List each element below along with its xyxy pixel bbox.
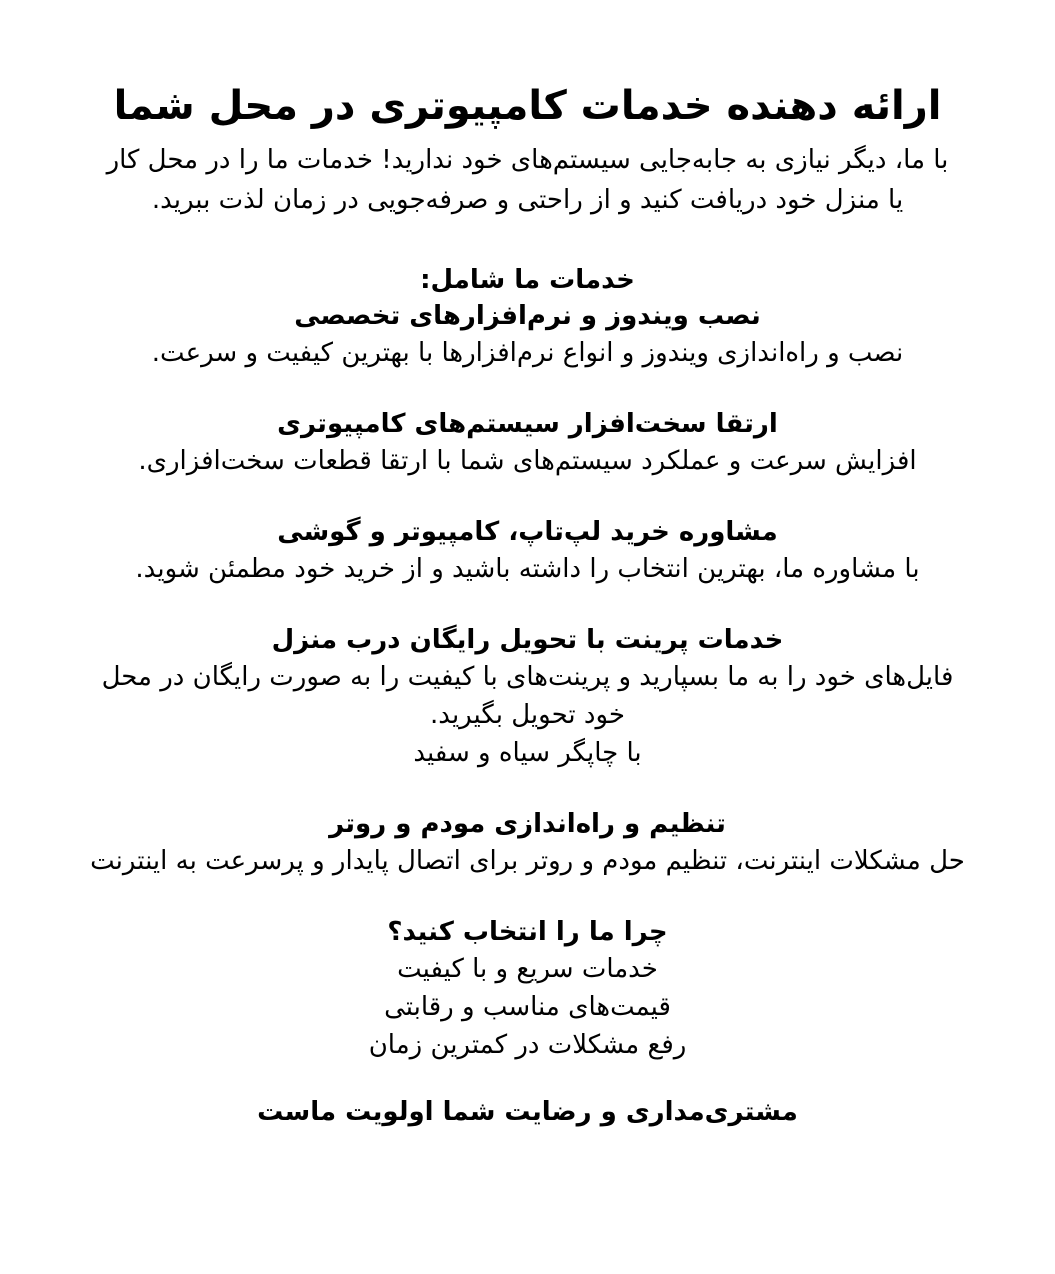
service-heading: خدمات پرینت با تحویل رایگان درب منزل <box>271 625 784 655</box>
service-item-consulting <box>50 514 1005 588</box>
service-item-hardware <box>50 406 1005 480</box>
why-us-heading: چرا ما را انتخاب کنید؟ <box>387 917 668 947</box>
page-title: ارائه دهنده خدمات کامپیوتری در محل شما <box>113 83 942 129</box>
intro-paragraph: با ما، دیگر نیازی به جابه‌جایی سیستم‌های خود ندارید! خدمات ما را در محل کار یا منزل خود دریافت کنید و از راحتی و صرفه‌جویی در زمان لذت ببرید. <box>106 145 949 215</box>
service-description: حل مشکلات اینترنت، تنظیم مودم و روتر برای اتصال پایدار و پرسرعت به اینترنت <box>90 846 965 876</box>
why-us-section <box>50 914 1005 1064</box>
service-heading: تنظیم و راه‌اندازی مودم و روتر <box>329 809 726 839</box>
service-item-windows <box>50 298 1005 372</box>
service-heading: نصب ویندوز و نرم‌افزارهای تخصصی <box>294 301 761 331</box>
footer-slogan: مشتری‌مداری و رضایت شما اولویت ماست <box>257 1097 798 1127</box>
service-item-modem <box>50 806 1005 880</box>
services-section <box>50 262 1005 372</box>
service-description: با مشاوره ما، بهترین انتخاب را داشته باشید و از خرید خود مطمئن شوید. <box>135 554 920 584</box>
services-heading: خدمات ما شامل: <box>420 265 635 295</box>
service-heading: ارتقا سخت‌افزار سیستم‌های کامپیوتری <box>277 409 778 439</box>
why-us-item: قیمت‌های مناسب و رقابتی <box>384 992 671 1022</box>
service-item-printing <box>50 622 1005 772</box>
service-description: افزایش سرعت و عملکرد سیستم‌های شما با ارتقا قطعات سخت‌افزاری. <box>138 446 917 476</box>
service-note: با چاپگر سیاه و سفید <box>413 738 642 768</box>
why-us-item: خدمات سریع و با کیفیت <box>397 954 658 984</box>
service-heading: مشاوره خرید لپ‌تاپ، کامپیوتر و گوشی <box>277 517 778 547</box>
service-description: نصب و راه‌اندازی ویندوز و انواع نرم‌افزارها با بهترین کیفیت و سرعت. <box>151 338 904 368</box>
service-description: فایل‌های خود را به ما بسپارید و پرینت‌های با کیفیت را به صورت رایگان در محل خود تحویل بگیرید. <box>101 662 954 730</box>
why-us-item: رفع مشکلات در کمترین زمان <box>368 1030 687 1060</box>
